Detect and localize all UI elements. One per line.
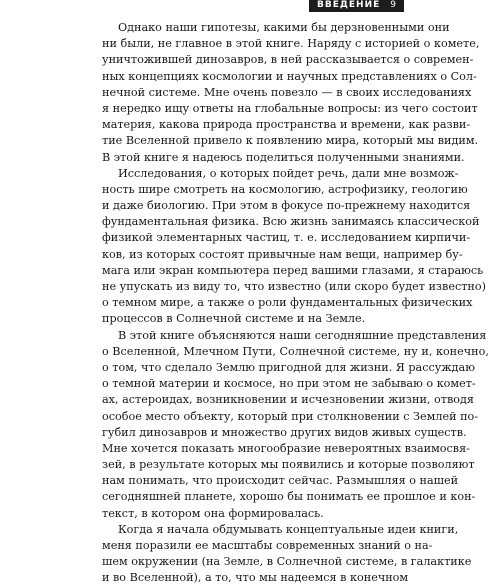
text-line: о темном мире, а также о роли фундаментальных физических <box>102 296 473 310</box>
text-line: особое место объекту, который при столкновении с Землей по- <box>102 409 479 423</box>
section-title: ВВЕДЕНИЕ <box>317 0 381 10</box>
text-line: я нередко ищу ответы на глобальные вопросы: из чего состоит <box>102 101 478 115</box>
text-line: губил динозавров и множество других видов живых существ. <box>102 425 467 439</box>
text-line: ных концепциях космологии и научных представлениях о Сол- <box>102 69 477 83</box>
text-line: В этой книге я надеюсь поделиться полученными знаниями. <box>102 150 465 164</box>
text-line: Мне хочется показать многообразие невероятных взаимосвя- <box>102 441 470 455</box>
text-line: фундаментальная физика. Всю жизнь занимаясь классической <box>102 215 480 229</box>
text-line: Исследования, о которых пойдет речь, дали мне возмож- <box>118 166 459 180</box>
text-line: шем окружении (на Земле, в Солнечной системе, в галактике <box>102 555 472 569</box>
body-text <box>102 20 489 587</box>
text-line: текст, в котором она формировалась. <box>102 506 324 520</box>
text-line: нечной системе. Мне очень повезло — в своих исследованиях <box>102 85 472 99</box>
text-line: процессов в Солнечной системе и на Земле. <box>102 312 366 326</box>
text-line: и во Вселенной), а то, что мы надеемся в конечном <box>102 571 409 585</box>
text-line: мага или экран компьютера перед вашими глазами, я стараюсь <box>102 263 484 277</box>
text-line: зей, в результате которых мы появились и которые позволяют <box>102 458 475 472</box>
text-line: сегодняшней планете, хорошо бы понимать ее прошлое и кон- <box>102 490 476 504</box>
text-line: В этой книге объясняются наши сегодняшние представления <box>118 328 487 342</box>
text-line: ков, из которых состоят привычные нам вещи, например бу- <box>102 247 463 261</box>
text-line: Однако наши гипотезы, какими бы дерзновенными они <box>118 21 450 34</box>
text-line: уничтожившей динозавров, в ней рассказывается о современ- <box>102 53 474 67</box>
text-line: нам понимать, что происходит сейчас. Размышляя о нашей <box>102 474 459 488</box>
text-line: ах, астероидах, возникновении и исчезновении жизни, отводя <box>102 393 474 407</box>
text-line: и даже биологию. При этом в фокусе по-прежнему находится <box>102 199 471 213</box>
text-line: о том, что сделало Землю пригодной для жизни. Я рассуждаю <box>102 360 475 374</box>
running-header <box>309 0 404 12</box>
text-line: Когда я начала обдумывать концептуальные идеи книги, <box>118 522 459 536</box>
text-line: ность шире смотреть на космологию, астрофизику, геологию <box>102 182 468 196</box>
text-line: тие Вселенной привело к появлению мира, который мы видим. <box>102 134 479 148</box>
text-line: о темной материи и космосе, но при этом не забываю о комет- <box>102 377 476 391</box>
text-line: о Вселенной, Млечном Пути, Солнечной системе, ну и, конечно, <box>102 344 489 358</box>
text-line: ни были, не главное в этой книге. Наряду с историей о комете, <box>102 37 480 51</box>
text-line: материя, какова природа пространства и времени, как разви- <box>102 118 471 132</box>
text-line: не упускать из виду то, что известно (или скоро будет известно) <box>102 280 486 293</box>
text-line: меня поразили ее масштабы современных знаний о на- <box>102 539 433 552</box>
page-number: 9 <box>390 0 397 10</box>
text-line: физикой элементарных частиц, т. е. исследованием кирпичи- <box>102 231 471 245</box>
